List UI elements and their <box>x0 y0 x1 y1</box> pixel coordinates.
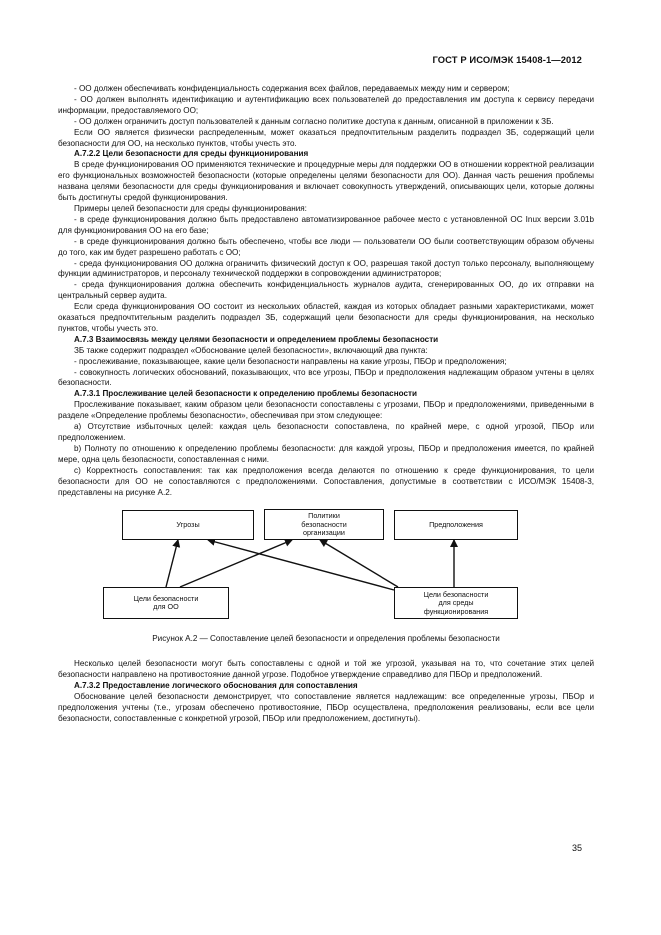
paragraph: Прослеживание показывает, каким образом цели безопасности сопоставлены с угрозами, ПБОр и предположениями, приведенными в разделе «Определение проблемы безопасности», обеспечивая при этом следующее: <box>58 400 594 421</box>
section-heading: А.7.3.1 Прослеживание целей безопасности к определению проблемы безопасности <box>74 389 417 399</box>
paragraph: ЗБ также содержит подраздел «Обоснование целей безопасности», включающий два пункта: <box>74 345 428 355</box>
document-header: ГОСТ Р ИСО/МЭК 15408-1—2012 <box>432 54 582 65</box>
paragraph: b) Полноту по отношению к определению проблемы безопасности: для каждой угрозы, ПБОр и предположения имеется, по крайней мере, одна цель безопасности, сопоставленная с ними. <box>58 443 594 464</box>
box-policies: Политики безопасности организации <box>264 509 384 540</box>
arrow-env-to-threats <box>208 540 394 590</box>
paragraph: c) Корректность сопоставления: так как предположения всегда делаются по отношению к среде функционирования, то цели безопасности для ОО не сопоставляются с предположениями. Сопоставления, допустимые в соответствии с ИСО/МЭК 15408-3, представлены на рисунке А.2. <box>58 465 594 497</box>
figure-caption: Рисунок А.2 — Сопоставление целей безопасности и определения проблемы безопасности <box>152 634 500 644</box>
paragraph: Несколько целей безопасности могут быть сопоставлены с одной и той же угрозой, указывая на то, что сочетание этих целей безопасности направлено на противостояние данной угрозе. Подобное утверждение справедливо для ПБОр и предположений. <box>58 659 594 680</box>
page-number: 35 <box>571 843 582 853</box>
paragraph: Обоснование целей безопасности демонстрирует, что сопоставление является надлежащим: все определенные угрозы, ПБОр и предположения учтены (т.е., угрозам обеспечено противостояние, ПБОр осуществлена, предположения реализованы, если все цели безопасности, сопоставленные с конкретной угрозой, ПБОр или предположением, достигнуты). <box>58 692 594 723</box>
paragraph: Примеры целей безопасности для среды функционирования: <box>74 203 307 213</box>
figure-a2 <box>58 503 594 631</box>
paragraph: - прослеживание, показывающее, какие цели безопасности направлены на какие угрозы, ПБОр и предположения; <box>74 356 507 366</box>
paragraph: a) Отсутствие избыточных целей: каждая цель безопасности сопоставлена, по крайней мере, с одной угрозой, ПБОр или предположением. <box>58 422 594 442</box>
paragraph: - в среде функционирования должно быть обеспечено, чтобы все люди — пользователи ОО были соответствующим образом обучены до того, как им будет разрешено работать с ОО; <box>58 236 594 257</box>
section-heading: А.7.3 Взаимосвязь между целями безопасности и определением проблемы безопасности <box>74 334 439 344</box>
section-heading: А.7.3.2 Предоставление логического обоснования для сопоставления <box>74 681 358 691</box>
paragraph: Если среда функционирования ОО состоит из нескольких областей, каждая из которых обладает разными характеристиками, может оказаться предпочтительным разделить подраздел ЗБ, содержащий цели безопасности для среды функционирования, на несколько пунктов, чтобы учесть это. <box>58 302 594 333</box>
paragraph: - ОО должен обеспечивать конфиденциальность содержания всех файлов, передаваемых между ним и сервером; <box>74 84 510 93</box>
paragraph: Если ОО является физически распределенным, может оказаться предпочтительным разделить подраздел ЗБ, содержащий цели безопасности для ОО, на несколько пунктов, чтобы учесть это. <box>58 127 594 148</box>
paragraph: - ОО должен выполнять идентификацию и аутентификацию всех пользователей до предоставления им доступа к сервису передачи информации, предоставляемого ОО; <box>58 94 594 115</box>
document-body <box>58 84 594 725</box>
box-env-objectives: Цели безопасности для среды функционирования <box>394 587 518 619</box>
text-block-top <box>58 84 594 498</box>
section-heading: А.7.2.2 Цели безопасности для среды функционирования <box>74 149 309 159</box>
arrow-toe-to-threats <box>166 540 178 587</box>
paragraph: - ОО должен ограничить доступ пользователей к данным согласно политике доступа к данным, описанной в приложении к ЗБ. <box>74 116 554 126</box>
text-block-bottom <box>58 659 594 724</box>
paragraph: - среда функционирования ОО должна ограничить физический доступ к ОО, разрешая такой доступ только персоналу, выполняющему функции администраторов, и персоналу технической поддержки в сопровождении администраторов; <box>58 258 594 279</box>
paragraph: - среда функционирования должна обеспечить конфиденциальность журналов аудита, сгенерированных ОО, до их отправки на центральный сервер аудита. <box>58 280 594 301</box>
box-threats: Угрозы <box>122 510 254 540</box>
box-toe-objectives: Цели безопасности для ОО <box>103 587 229 619</box>
paragraph: - совокупность логических обоснований, показывающих, что все угрозы, ПБОр и предположения надлежащим образом учтены в целях безопасности. <box>58 367 594 388</box>
paragraph: В среде функционирования ОО применяются технические и процедурные меры для поддержки ОО в отношении корректной реализации его функциональных возможностей безопасности (которые определены целями безопасности для ОО). Данная часть решения проблемы названа целями безопасности для среды функционирования и включает совокупность утверждений, описывающих цели, которые должны быть достигнуты средой функционирования. <box>58 160 594 203</box>
box-assumptions: Предположения <box>394 510 518 540</box>
paragraph: - в среде функционирования должно быть предоставлено автоматизированное рабочее место с установленной ОС Inux версии 3.01b для функционирования ОО на его базе; <box>58 214 594 235</box>
